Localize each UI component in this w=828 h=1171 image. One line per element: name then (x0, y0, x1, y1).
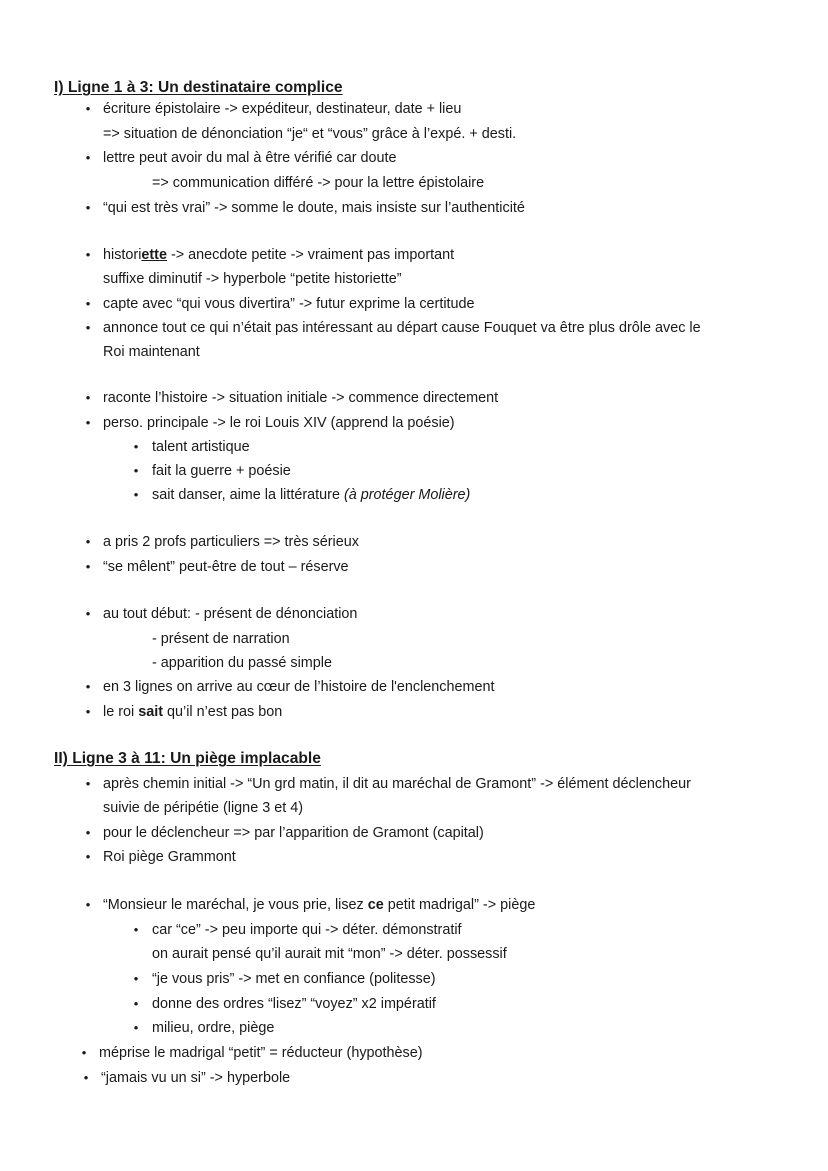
bullet: • (85, 776, 91, 791)
note-line: lettre peut avoir du mal à être vérifié car doute (103, 150, 397, 166)
emphasized-suffix: ette (141, 247, 167, 263)
note-line: “je vous pris” -> met en confiance (politesse) (152, 971, 436, 987)
note-line: pour le déclencheur => par l’apparition de Gramont (capital) (103, 825, 484, 841)
bold-word: ce (367, 897, 384, 913)
bullet: • (85, 606, 91, 621)
bullet: • (83, 1070, 89, 1085)
note-line: le roi sait qu’il n’est pas bon (103, 704, 283, 720)
bullet: • (85, 534, 91, 549)
note-line: - apparition du passé simple (152, 655, 332, 671)
bullet: • (85, 150, 91, 165)
bullet: • (85, 849, 91, 864)
bullet: • (85, 390, 91, 405)
bullet: • (85, 679, 91, 694)
bullet: • (133, 922, 139, 937)
bullet: • (133, 487, 139, 502)
note-line: au tout début: - présent de dénonciation (103, 606, 358, 622)
bullet: • (85, 704, 91, 719)
note-line: suivie de péripétie (ligne 3 et 4) (103, 800, 303, 816)
bullet: • (85, 825, 91, 840)
bullet: • (133, 463, 139, 478)
note-line: en 3 lignes on arrive au cœur de l’histoire de l'enclenchement (103, 679, 495, 695)
note-line: on aurait pensé qu’il aurait mit “mon” -> déter. possessif (152, 946, 507, 962)
note-line: => situation de dénonciation “je“ et “vous” grâce à l’expé. + desti. (103, 126, 517, 142)
note-line: capte avec “qui vous divertira” -> futur exprime la certitude (103, 296, 475, 312)
note-line: “se mêlent” peut-être de tout – réserve (103, 559, 349, 575)
bullet: • (133, 439, 139, 454)
note-line: écriture épistolaire -> expéditeur, destinateur, date + lieu (103, 101, 462, 117)
note-line: “Monsieur le maréchal, je vous prie, lisez ce petit madrigal” -> piège (103, 897, 536, 913)
bold-word: sait (138, 704, 164, 720)
bullet: • (133, 996, 139, 1011)
note-line: “qui est très vrai” -> somme le doute, mais insiste sur l’authenticité (103, 200, 525, 216)
bullet: • (85, 200, 91, 215)
note-line: Roi maintenant (103, 344, 200, 360)
bullet: • (85, 897, 91, 912)
italic-note: (à protéger Molière) (343, 487, 471, 503)
bullet: • (81, 1045, 87, 1060)
note-line: car “ce” -> peu importe qui -> déter. démonstratif (152, 922, 462, 938)
note-line: donne des ordres “lisez” “voyez” x2 impératif (152, 996, 436, 1012)
note-line: a pris 2 profs particuliers => très sérieux (103, 534, 359, 550)
bullet: • (85, 101, 91, 116)
note-line: sait danser, aime la littérature (à protéger Molière) (152, 487, 471, 503)
note-line: Roi piège Grammont (103, 849, 236, 865)
note-line: - présent de narration (152, 631, 290, 647)
bullet: • (85, 320, 91, 335)
note-line: “jamais vu un si” -> hyperbole (101, 1070, 291, 1086)
note-line: après chemin initial -> “Un grd matin, il dit au maréchal de Gramont” -> élément déclencheur (103, 776, 691, 792)
bullet: • (85, 296, 91, 311)
note-line: méprise le madrigal “petit” = réducteur (hypothèse) (99, 1045, 423, 1061)
bullet: • (133, 971, 139, 986)
note-line: perso. principale -> le roi Louis XIV (apprend la poésie) (103, 415, 455, 431)
note-line: suffixe diminutif -> hyperbole “petite historiette” (103, 271, 402, 287)
bullet: • (85, 247, 91, 262)
note-line: fait la guerre + poésie (152, 463, 291, 479)
note-line: annonce tout ce qui n’était pas intéressant au départ cause Fouquet va être plus drôle avec le (103, 320, 701, 336)
section-2-heading: II) Ligne 3 à 11: Un piège implacable (54, 750, 321, 767)
note-line: raconte l’histoire -> situation initiale -> commence directement (103, 390, 499, 406)
bullet: • (85, 415, 91, 430)
bullet: • (85, 559, 91, 574)
note-line: => communication différé -> pour la lettre épistolaire (152, 175, 485, 191)
note-line: milieu, ordre, piège (152, 1020, 275, 1036)
note-line: historiette -> anecdote petite -> vraiment pas important (103, 247, 455, 263)
section-1-heading: I) Ligne 1 à 3: Un destinataire complice (54, 79, 343, 96)
note-line: talent artistique (152, 439, 250, 455)
bullet: • (133, 1020, 139, 1035)
